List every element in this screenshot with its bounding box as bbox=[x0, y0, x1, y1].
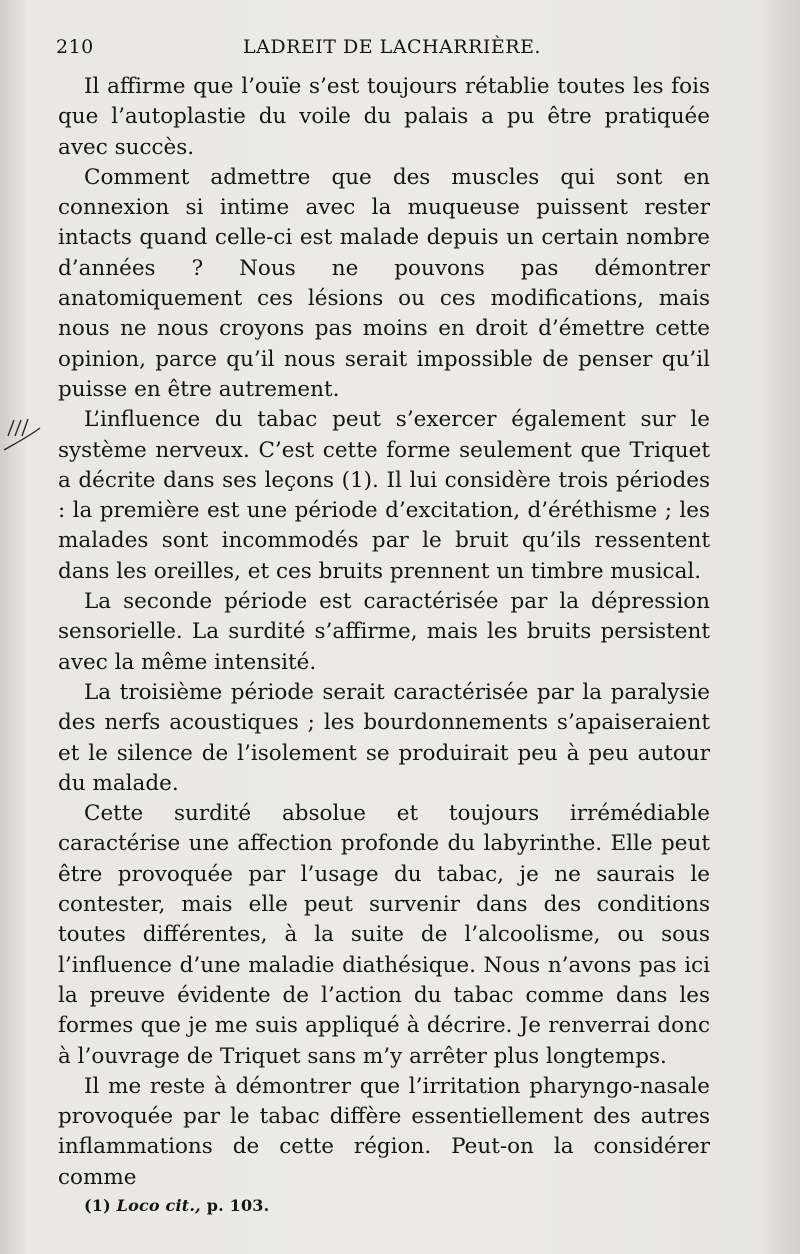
paragraph: Cette surdité absolue et toujours irrémédiable caractérise une affection profonde du labyrinthe. Elle peut être provoquée par l’usage du tabac, je ne saurais le contester, mais elle peut survenir dans des conditions toutes différentes, à la suite de l’alcoolisme, ou sous l’influence d’une maladie diathésique. Nous n’avons pas ici la preuve évidente de l’action du tabac comme dans les formes que je me suis appliqué à décrire. Je renverrai donc à l’ouvrage de Triquet sans m’y arrêter plus longtemps. bbox=[58, 801, 710, 1069]
page-body bbox=[58, 72, 710, 1193]
paragraph: Il me reste à démontrer que l’irritation pharyngo-nasale provoquée par le tabac diffère essentiellement des autres inflammations de cette région. Peut-on la considérer comme bbox=[58, 1073, 710, 1190]
paragraph: Il affirme que l’ouïe s’est toujours rétablie toutes les fois que l’autoplastie du voile du palais a pu être pratiquée avec succès. bbox=[58, 74, 710, 160]
page-number: 210 bbox=[56, 36, 94, 58]
paragraph: La troisième période serait caractérisée par la paralysie des nerfs acoustiques ; les bourdonnements s’apaiseraient et le silence de l’isolement se produirait peu à peu autour du malade. bbox=[58, 679, 710, 796]
paragraph: Comment admettre que des muscles qui sont en connexion si intime avec la muqueuse puissent rester intacts quand celle-ci est malade depuis un certain nombre d’années ? Nous ne pouvons pas démontrer anatomiquement ces lésions ou ces modifications, mais nous ne nous croyons pas moins en droit d’émettre cette opinion, parce qu’il nous serait impossible de penser qu’il puisse en être autrement. bbox=[58, 164, 710, 402]
footnote-page: p. 103. bbox=[206, 1196, 270, 1215]
running-title: LADREIT DE LACHARRIÈRE. bbox=[243, 36, 541, 58]
footnote bbox=[84, 1196, 269, 1215]
page-header bbox=[56, 36, 716, 60]
paragraph: La seconde période est caractérisée par la dépression sensorielle. La surdité s’affirme, mais les bruits persistent avec la même intensité. bbox=[58, 589, 710, 675]
paragraph: L’influence du tabac peut s’exercer également sur le système nerveux. C’est cette forme seulement que Triquet a décrite dans ses leçons (1). Il lui considère trois périodes : la première est une période d’excitation, d’éréthisme ; les malades sont incommodés par le bruit qu’ils ressentent dans les oreilles, et ces bruits prennent un timbre musical. bbox=[58, 407, 710, 584]
footnote-marker: (1) bbox=[84, 1196, 111, 1215]
handwritten-margin-mark bbox=[2, 410, 42, 460]
footnote-citation: Loco cit., bbox=[116, 1196, 201, 1215]
